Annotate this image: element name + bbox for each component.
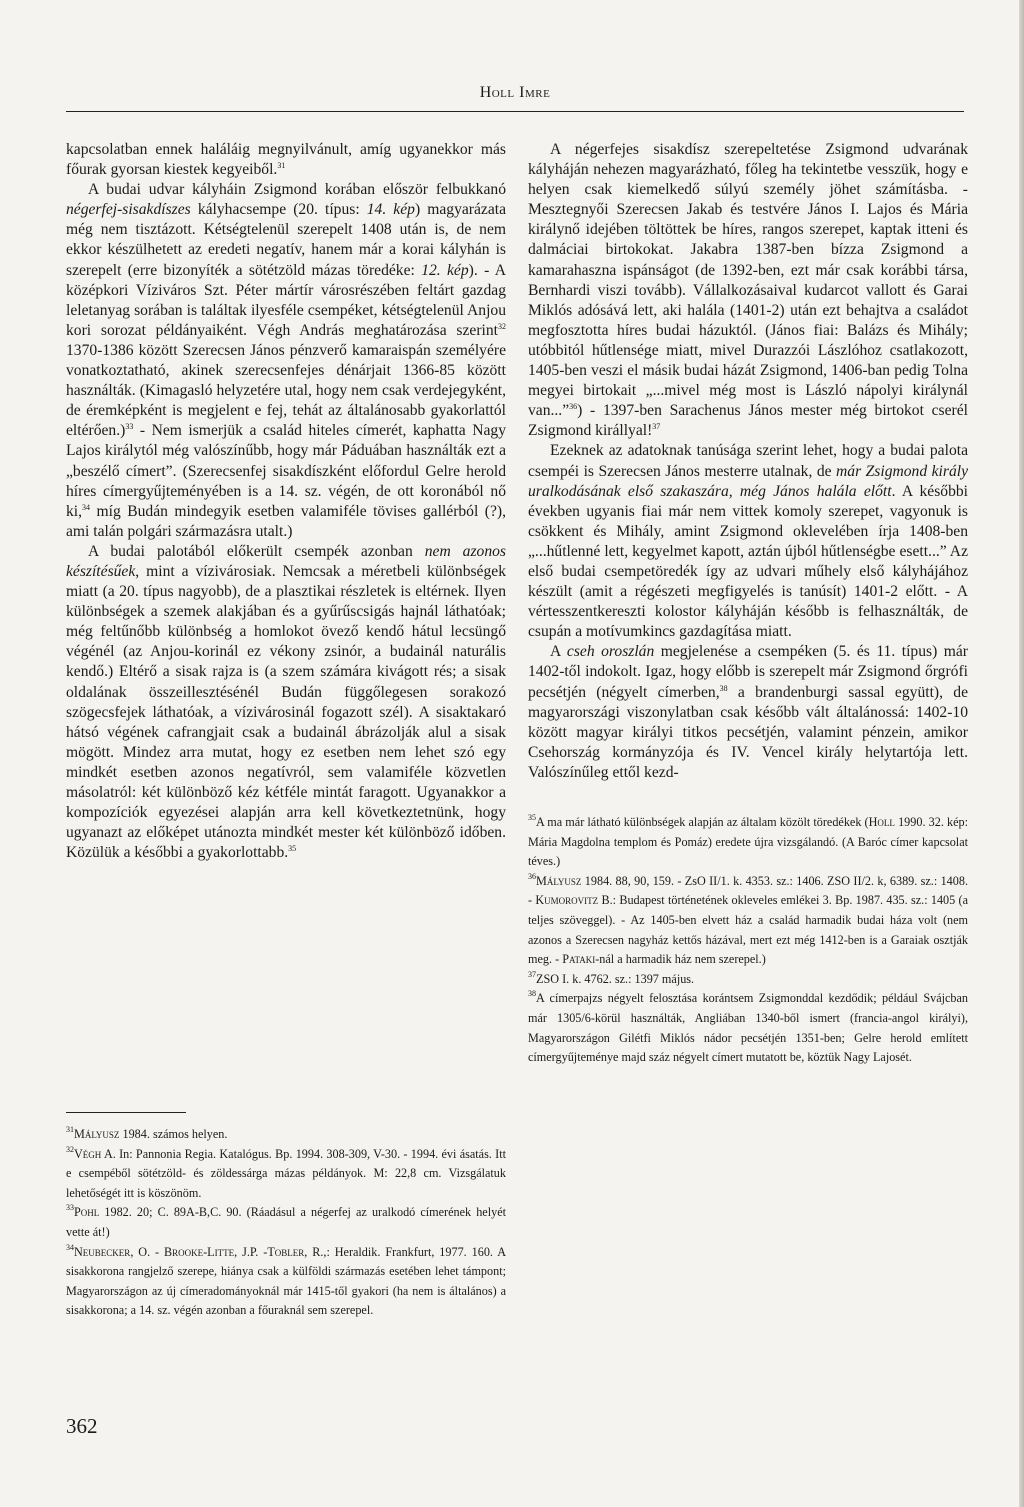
- footnote: $^{32}$Végh A. In: Pannonia Regia. Katalógus. Bp. 1994. 308-309, V-30. - 1994. évi ásatás. Itt e csempéből sötétzöld- és zöldessárga mázas példányok. M: 22,8 cm. Vizsgálatuk lehetőségét itt is köszönöm.: [66, 1144, 506, 1200]
- left-column: [66, 140, 506, 863]
- paragraph: A budai udvar kályháin Zsigmond korában először felbukkanó négerfej-sisakdíszes kályhacsempe (20. típus: 14. kép) magyarázata még nem tisztázott. Kétségtelenül szerepelt 1408 után is, de nem ekkor készülhetett az eredeti negatív, hanem már a korai kályhán is szerepelt (erre bizonyíték a sötétzöld mázas töredéke: 12. kép). - A középkori Víziváros Szt. Péter mártír városrészében feltárt gazdag leletanyag sorában is találtak ilyesféle csempéket, kétségtelenül Anjou kori sorozat példányaiként. Végh András meghatározása szerint$^{32}$ 1370-1386 között Szerecsen János pénzverő kamaraispán személyére vonatkoztatható, akinek szerecsenfejes dénárjait 1366-85 között használták. (Kimagasló helyzetére utal, hogy nem csak verdejegyként, de éremképként is megjelent e fej, tehát az általánosabb gyakorlattól eltérően.)$^{33}$ - Nem ismerjük a család hiteles címerét, kaphatta Nagy Lajos királytól még valószínűbb, hogy már Páduában használták ezt a „beszélő címert”. (Szerecsenfej sisakdíszként előfordul Gelre herold híres címergyűjteményében is a 14. sz. végén, de ott koronából nő ki,$^{34}$ míg Budán mindegyik esetben valamiféle tövises gallérból (?), ami talán polgári származásra utalt.): [66, 181, 507, 540]
- footnote: $^{38}$A címerpajzs négyelt felosztása korántsem Zsigmonddal kezdődik; például Svájcban már 1305/6-körül használták, Angliában 1340-ből ismert (francia-angol királyi), Magyarországon Gilétfi Miklós nádor pecsétjén 1351-ben; Gelre herold említett címergyűjteménye majd száz négyelt címert mutatott be, köztük Nagy Lajosét.: [528, 989, 968, 1065]
- paragraph: A cseh oroszlán megjelenése a csempéken (5. és 11. típus) már 1402-től indokolt. Igaz, hogy előbb is szerepelt már Zsigmond őrgrófi pecsétjén (négyelt címerben,$^{38}$ a brandenburgi sassal együtt), de magyarországi viszonylatban csak később vált általánossá: 1402-10 között magyar királyi titkos pecsétjén, valamint pénzein, amikor Csehország kormányzója és IV. Vencel király helytartója lett. Valószínűleg ettől kezd-: [528, 643, 969, 781]
- paragraph: Ezeknek az adatoknak tanúsága szerint lehet, hogy a budai palota csempéi is Szerecsen János mesterre utalnak, de már Zsigmond király uralkodásának első szakaszára, még János halála előtt. A későbbi években ugyanis fiai már nem vittek komoly szerepet, vagyonuk is csökkent és Mihály, amint Zsigmond oklevelében írja 1408-ben „...hűtlenné lett, kegyelmet kapott, aztán újból hűtlenségbe esett...” Az első budai csempetöredék így az udvari műhely első kályhájához készült (amit a régészeti megfigyelés is tanúsít) 1401-2 előtt. - A vértesszentkereszti kolostor kályháján később is felhasználták, de csupán a motívumkincs gazdagítása miatt.: [528, 442, 968, 641]
- footnote: $^{35}$A ma már látható különbségek alapján az általam közölt töredékek (Holl 1990. 32. kép: Mária Magdolna templom és Pomáz) eredete újra vizsgálandó. (A Baróc címer kapcsolat téves.): [528, 813, 968, 869]
- footnotes-left: [66, 1125, 506, 1321]
- page-edge: [1019, 0, 1024, 1507]
- footnote: $^{34}$Neubecker, O. - Brooke-Litte, J.P. -Tobler, R.,: Heraldik. Frankfurt, 1977. 160. A sisakkorona rangjelző szerepe, hiánya csak a külföldi származás esetében lehet támpont; Magyarországon az új címeradományoknál már 1415-től gyakori (ha nem is általános) a sisakkorona; a 14. sz. végén azonban a főuraknál sem szerepel.: [66, 1242, 506, 1318]
- page-number: 362: [66, 1414, 98, 1438]
- right-column: [528, 140, 968, 783]
- footnote: $^{33}$Pohl 1982. 20; C. 89A-B,C. 90. (Ráadásul a négerfej az uralkodó címerének helyét vette át!): [66, 1203, 506, 1239]
- paragraph: A budai palotából előkerült csempék azonban nem azonos készítésűek, mint a vízivárosiak. Nemcsak a méretbeli különbségek miatt (a 20. típus nagyobb), de a plasztikai részletek is eltérnek. Ilyen különbségek a szemek alakjában és a gyűrűscsigás hajnál láthatóak; még feltűnőbb különbség a homlokot övező kendő hátul lecsüngő végénél (az Anjou-korinál ez vékony zsinór, a budainál naturális kendő.) Eltérő a sisak rajza is (a szem számára kivágott rés; a sisak oldalának összeillesztésénél Budán függőlegesen sorakozó szögecsfejek láthatóak, a vízivárosinál fogazott szél). A sisaktakaró hátsó végének cafrangjait csak a budainál ábrázolják alul a sisak mögött. Mindez arra mutat, hogy ez esetben nem lehet szó egy mindkét esetben azonos negatívról, sem valamiféle közvetlen másolatról: két különböző kéz kétféle mintát faragott. Ugyanakkor a kompozíciók egyezései alapján arra kell következtetnünk, hogy ugyanazt az előképet utánozta mindkét mester két különböző időben. Közülük a későbbi a gyakorlottabb.$^{35}$: [66, 542, 506, 862]
- header-rule: [66, 111, 964, 112]
- running-header: Holl Imre: [479, 84, 551, 101]
- paragraph: kapcsolatban ennek haláláig megnyilvánult, amíg ugyanekkor más főurak gyorsan kiestek kegyeiből.$^{31}$: [66, 141, 506, 179]
- paragraph: A négerfejes sisakdísz szerepeltetése Zsigmond udvarának kályháján nehezen magyarázható, főleg ha tekintetbe vesszük, hogy e helyen csak kiemelkedő súlyú személy jöhet számításba. - Mesztegnyői Szerecsen Jakab és testvére János I. Lajos és Mária királynő idejében töltöttek be híres, rangos szerepet, kaptak itteni és dalmáciai birtokokat. Jakabra 1387-ben bízza Zsigmond a kamarahaszna ispánságot (de 1392-ben, ezt már csak korábbi társa, Bernhardi viszi tovább). Vállalkozásaival kudarcot vallott és Garai Miklós adósává lett, aki halála (1401-2) után ezt behajtva a családot megfosztotta híres budai házuktól. (János fiai: Balázs és Mihály; utóbbitól hűtlensége miatt, mivel Durazzói Lászlóhoz csatlakozott, 1405-ben veszi el másik budai házát Zsigmond, 1406-ban pedig Tolna megyei birtokait „...mivel még most is László nápolyi királynál van...”$^{36}$) - 1397-ben Sarachenus János mester még birtokot cserél Zsigmond királlyal!$^{37}$: [528, 141, 968, 440]
- footnote: $^{37}$ZSO I. k. 4762. sz.: 1397 május.: [528, 969, 695, 986]
- footnote-rule: [66, 1112, 186, 1113]
- footnote: $^{31}$Mályusz 1984. számos helyen.: [66, 1125, 228, 1141]
- footnotes-right: [528, 813, 968, 1068]
- footnote: $^{36}$Mályusz 1984. 88, 90, 159. - ZsO II/1. k. 4353. sz.: 1406. ZSO II/2. k, 6389. sz.: 1408. - Kumorovitz B.: Budapest történetének okleveles emlékei 3. Bp. 1987. 435. sz.: 1405 (a teljes szöveggel). - Az 1405-ben elvett ház a család harmadik budai háza volt (nem azonos a Szerecsen nagyház kettős házával, mert ezt még 1412-ben is a Garaiak osztják meg. - Pataki-nál a harmadik ház nem szerepel.): [528, 871, 968, 967]
